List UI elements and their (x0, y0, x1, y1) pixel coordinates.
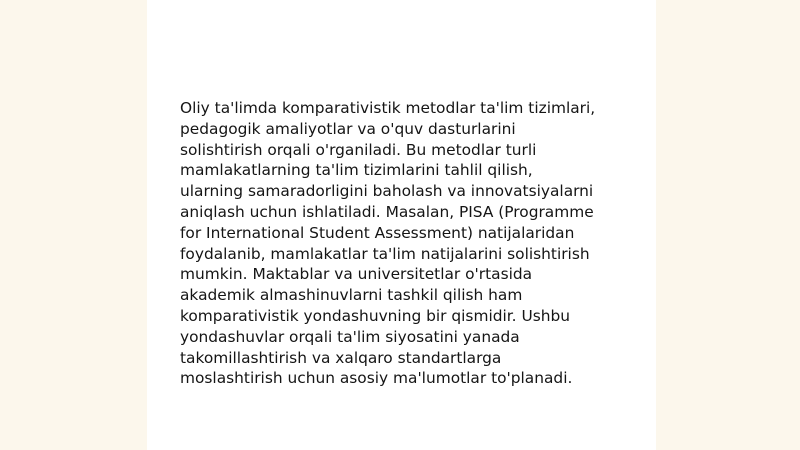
body-paragraph: Oliy ta'limda komparativistik metodlar ta'lim tizimlari, pedagogik amaliyotlar va o'quv dasturlarini solishtirish orqali o'rganiladi. Bu metodlar turli mamlakatlarning ta'lim tizimlarini tahlil qilish, ularning samaradorligini baholash va innovatsiyalarni aniqlash uchun ishlatiladi. Masalan, PISA (Programme for International Student Assessment) natijalaridan foydalanib, mamlakatlar ta'lim natijalarini solishtirish mumkin. Maktablar va universitetlar o'rtasida akademik almashinuvlarni tashkil qilish ham komparativistik yondashuvning bir qismidir. Ushbu yondashuvlar orqali ta'lim siyosatini yanada takomillashtirish va xalqaro standartlarga moslashtirish uchun asosiy ma'lumotlar to'planadi. (180, 99, 596, 388)
document-page (147, 0, 656, 450)
